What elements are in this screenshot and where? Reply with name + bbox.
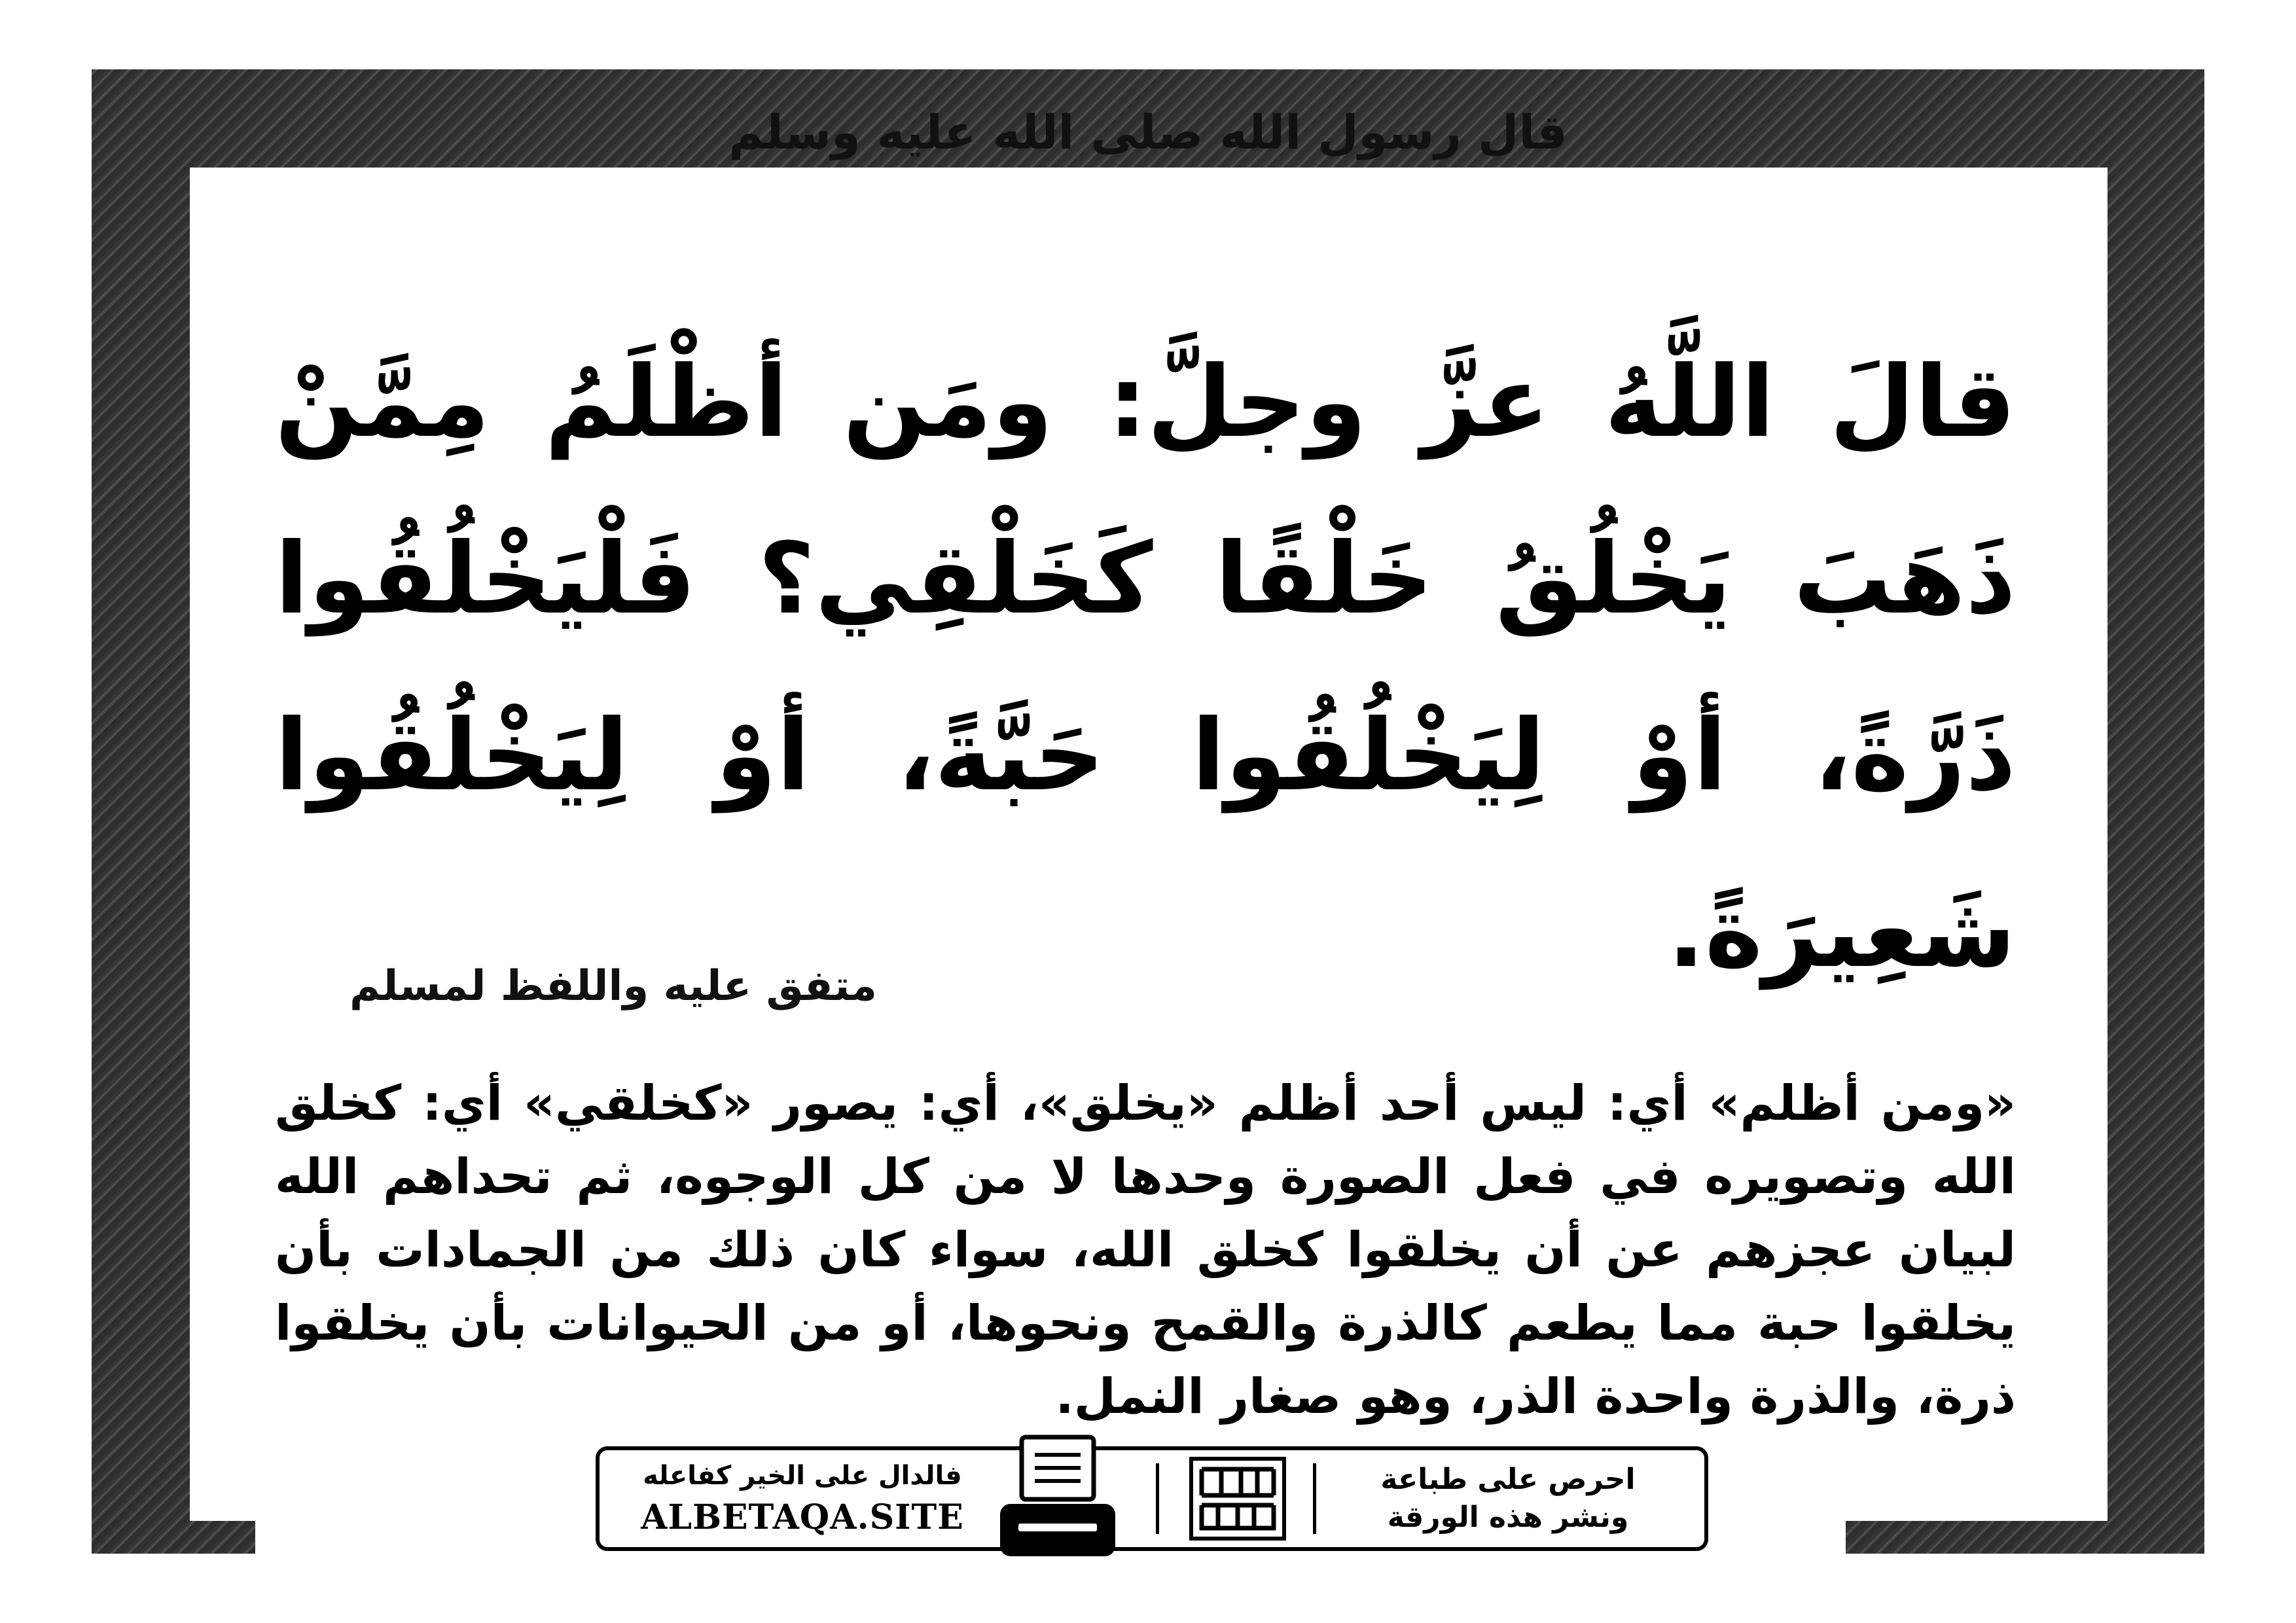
print-reminder-line1: احرص على طباعة xyxy=(1380,1463,1636,1496)
hadith-source: متفق عليه واللفظ لمسلم xyxy=(350,962,877,1010)
logo xyxy=(1159,1450,1316,1547)
website-link[interactable]: ALBETAQA.SITE xyxy=(641,1497,964,1537)
print-reminder-line2: ونشر هذه الورقة xyxy=(1387,1501,1629,1534)
hadith-intro: قال رسول الله صلى الله عليه وسلم xyxy=(728,105,1568,160)
website-block xyxy=(600,1450,1005,1547)
hadith-text: قالَ اللَّهُ عزَّ وجلَّ: ومَن أظْلَمُ مِمَّنْ ذَهَبَ يَخْلُقُ خَلْقًا كَخَلْقِي؟ فَلْيَخْلُقُوا ذَرَّةً، أوْ لِيَخْلُقُوا حَبَّةً، أوْ لِيَخْلُقُوا شَعِيرَةً. xyxy=(275,346,2016,990)
print-reminder xyxy=(1312,1450,1704,1547)
website-tagline: فالدال على الخير كفاعله xyxy=(643,1460,962,1491)
footer-divider xyxy=(1156,1463,1159,1534)
hadith-explanation: «ومن أظلم» أي: ليس أحد أظلم «يخلق»، أي: يصور «كخلقي» أي: كخلق الله وتصويره في فعل الصورة وحدها لا من كل الوجوه، ثم تحداهم الله لبيان عجزهم عن أن يخلقوا كخلق الله، سواء كان ذلك من الجمادات بأن يخلقوا حبة مما يطعم كالذرة والقمح ونحوها، أو من الحيوانات بأن يخلقوا ذرة، والذرة واحدة الذر، وهو صغار النمل. xyxy=(275,1075,2016,1425)
footer-banner xyxy=(596,1446,1708,1551)
printer-icon xyxy=(992,1432,1123,1563)
logo-icon xyxy=(1189,1456,1287,1541)
